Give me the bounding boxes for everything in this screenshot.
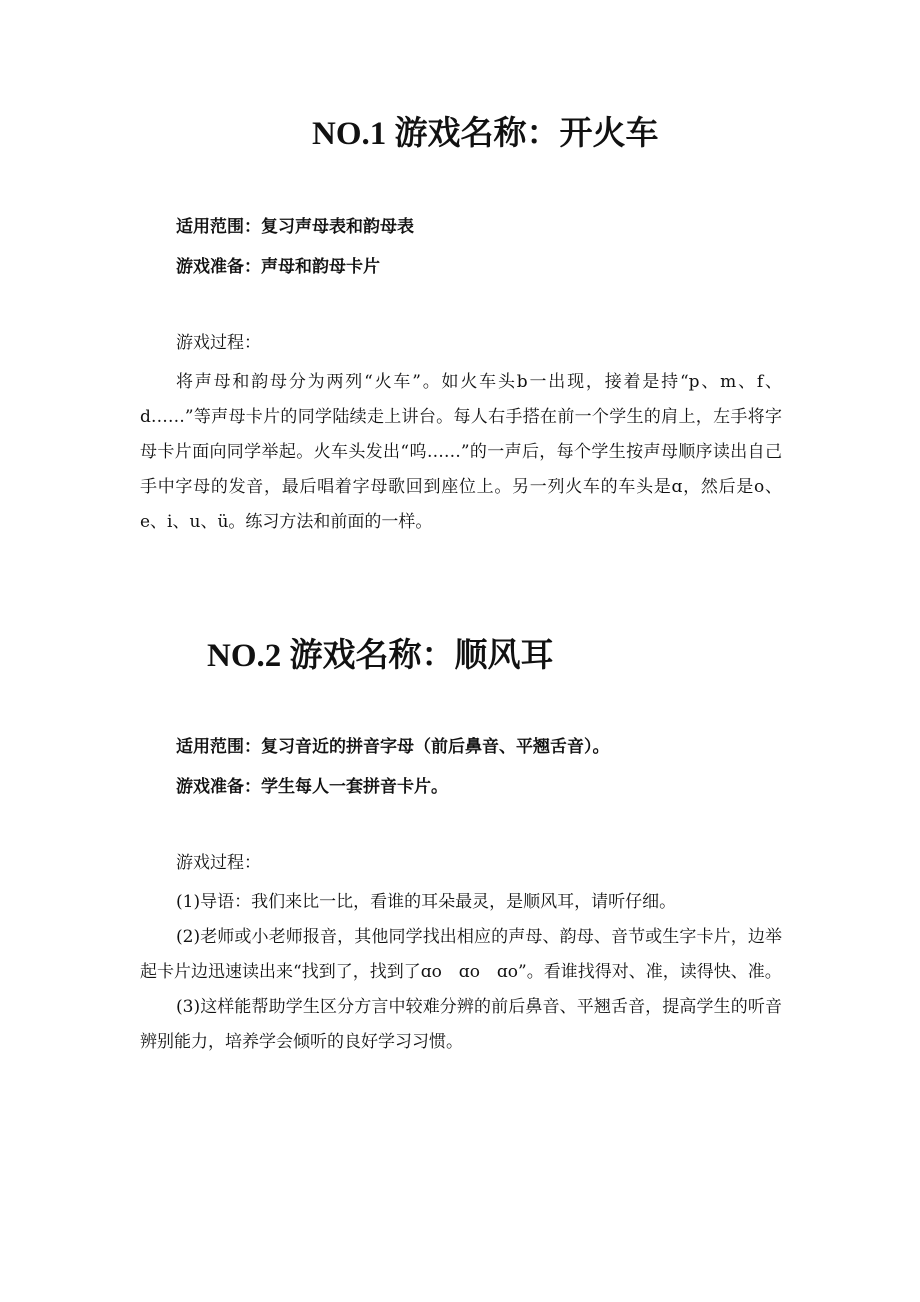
game-1-title: NO.1 游戏名称：开火车: [312, 116, 659, 152]
game-2-title: NO.2 游戏名称：顺风耳: [207, 638, 554, 674]
game-1-paragraph: 将声母和韵母分为两列“火车”。如火车头b一出现，接着是持“p、m、f、d……”等声母卡片的同学陆续走上讲台。每人右手搭在前一个学生的肩上，左手将字母卡片面向同学举起。火车头发出“呜……”的一声后，每个学生按声母顺序读出自己手中字母的发音，最后唱着字母歌回到座位上。另一列火车的车头是ɑ，然后是o、e、i、u、ü。练习方法和前面的一样。: [140, 372, 782, 532]
game-1-prep: 游戏准备：声母和韵母卡片: [176, 257, 380, 277]
game-2-paragraph-1: (1)导语：我们来比一比，看谁的耳朵最灵，是顺风耳，请听仔细。: [176, 892, 677, 912]
game-2-process-body: [140, 885, 782, 1060]
game-2-prep: 游戏准备：学生每人一套拼音卡片。: [176, 777, 448, 797]
game-1-process-body: [140, 365, 782, 540]
game-2-process-label: 游戏过程：: [176, 853, 261, 873]
game-1-process-label: 游戏过程：: [176, 333, 261, 353]
game-1-scope: 适用范围：复习声母表和韵母表: [176, 217, 414, 237]
game-2-paragraph-2: (2)老师或小老师报音，其他同学找出相应的声母、韵母、音节或生字卡片，边举起卡片边迅速读出来“找到了，找到了ɑo ɑo ɑo”。看谁找得对、准，读得快、准。: [140, 927, 782, 982]
game-2-paragraph-3: (3)这样能帮助学生区分方言中较难分辨的前后鼻音、平翘舌音，提高学生的听音辨别能力，培养学会倾听的良好学习习惯。: [140, 997, 782, 1052]
game-2-scope: 适用范围：复习音近的拼音字母（前后鼻音、平翘舌音）。: [176, 737, 610, 757]
